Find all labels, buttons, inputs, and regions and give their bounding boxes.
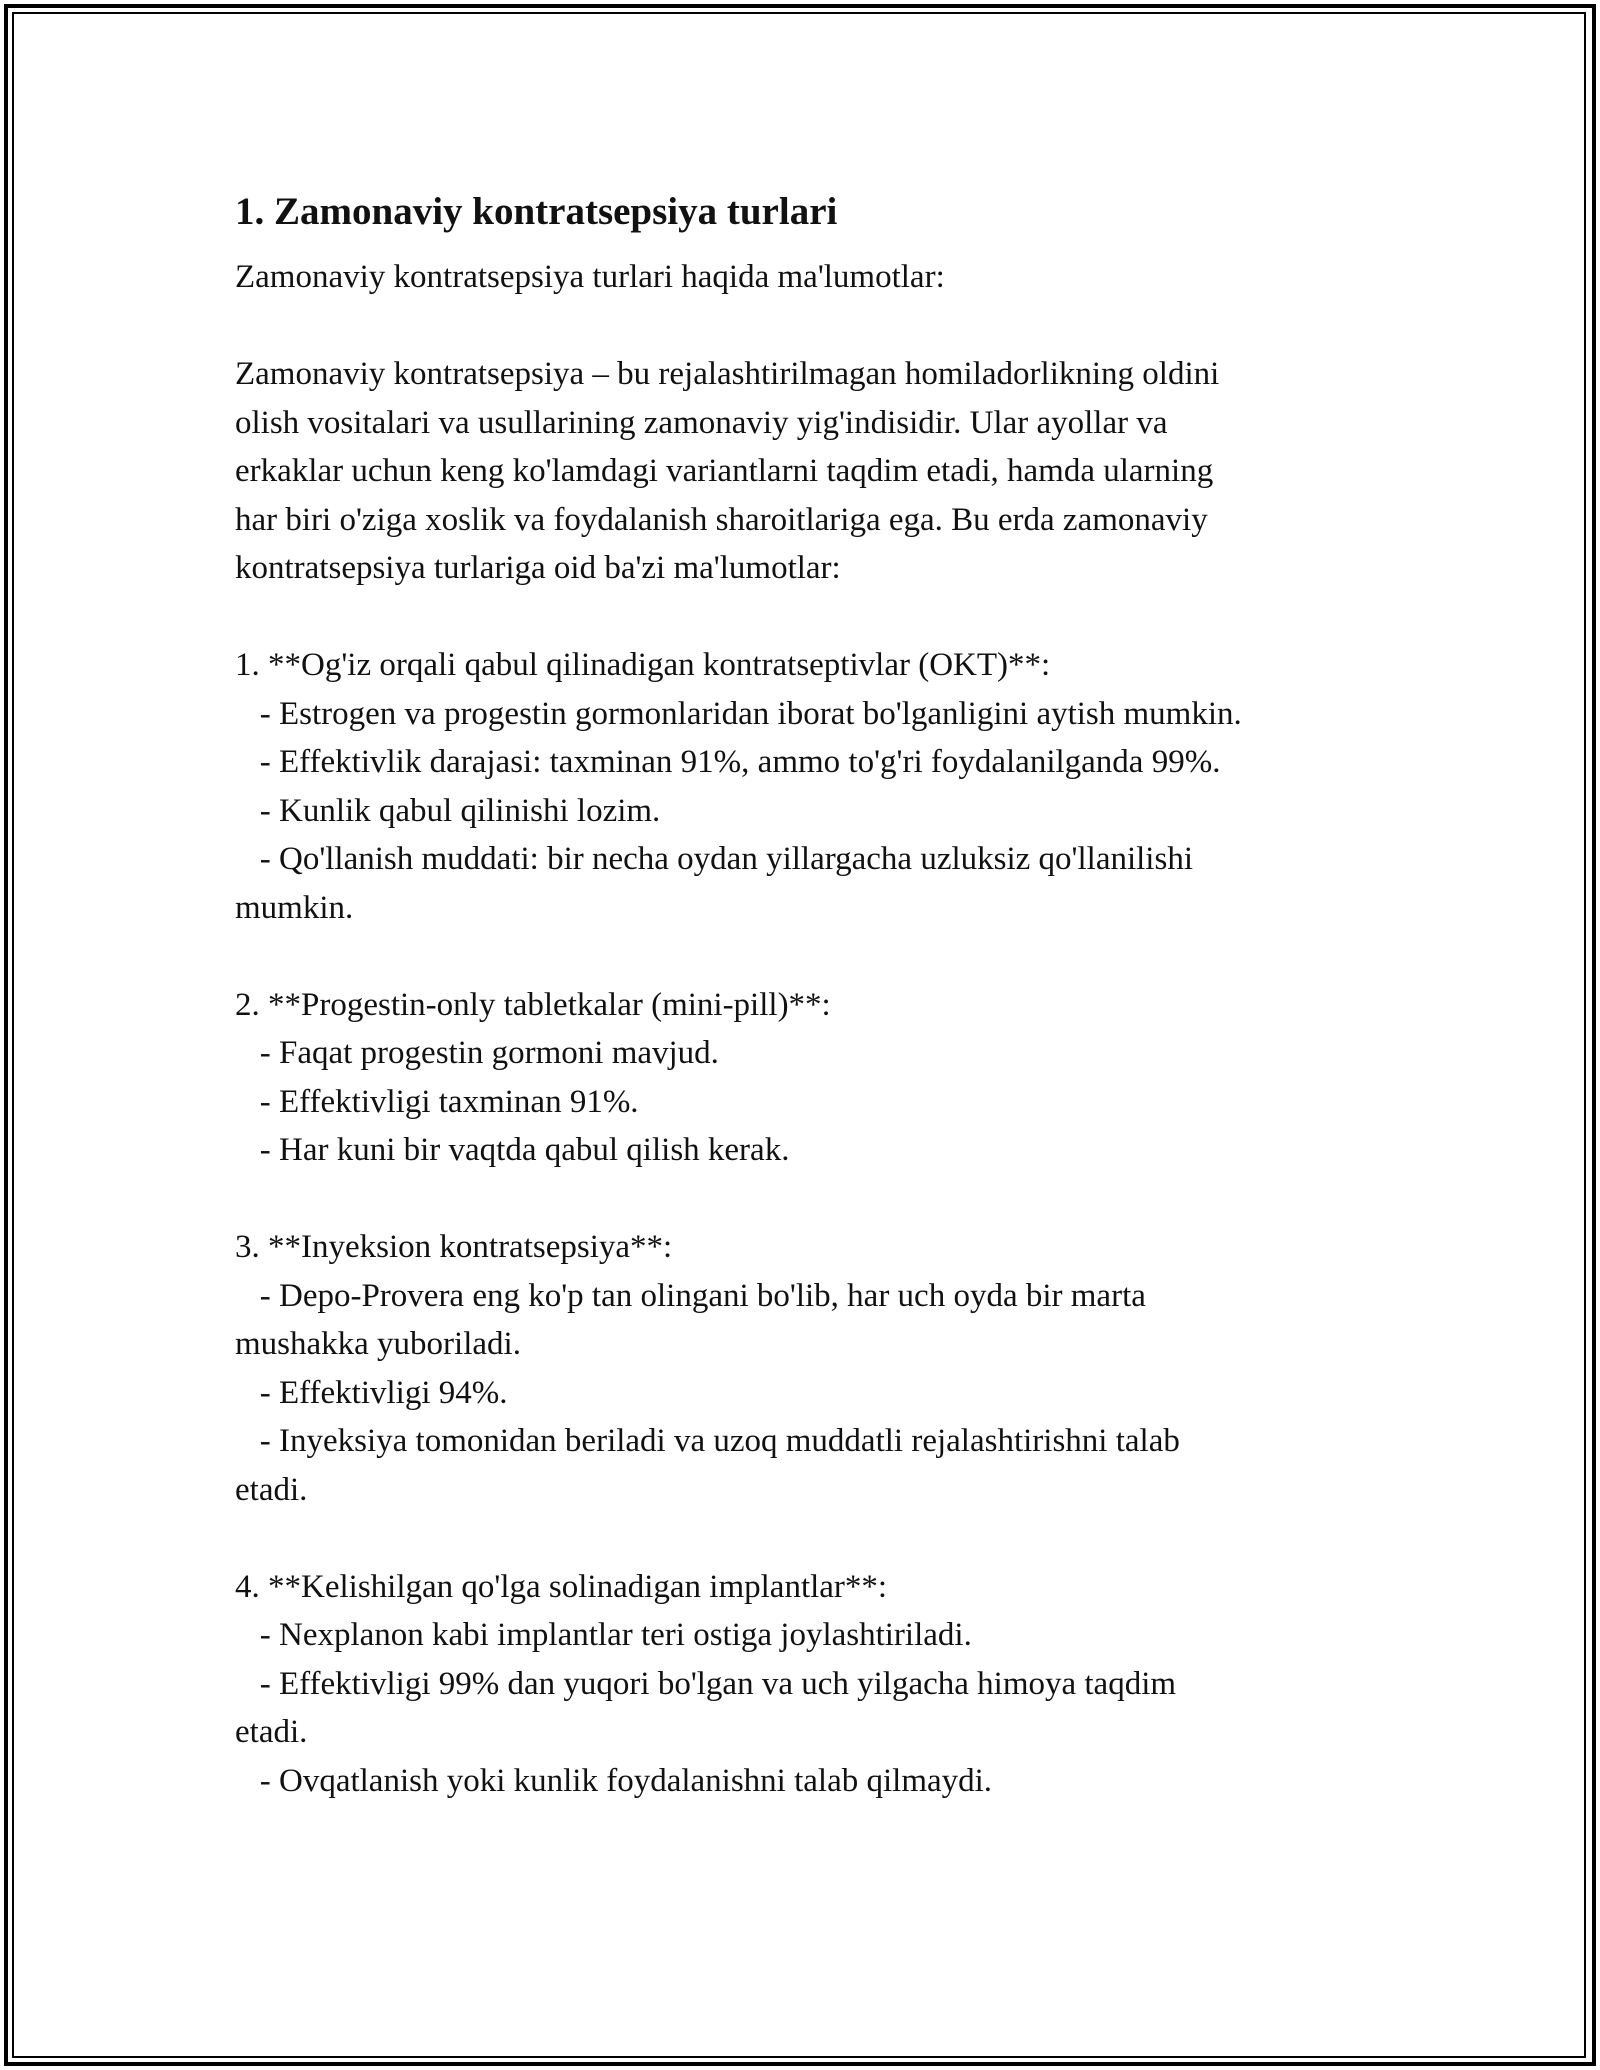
section-line: etadi.: [235, 1714, 308, 1750]
description-line: kontratsepsiya turlariga oid ba'zi ma'lumotlar:: [235, 550, 841, 586]
section-heading: 3. **Inyeksion kontratsepsiya**:: [235, 1229, 673, 1265]
section-line: - Estrogen va progestin gormonlaridan iborat bo'lganligini aytish mumkin.: [235, 695, 1242, 732]
description-line: har biri o'ziga xoslik va foydalanish sharoitlariga ega. Bu erda zamonaviy: [235, 501, 1208, 538]
description-line: olish vositalari va usullarining zamonaviy yig'indisidir. Ular ayollar va: [235, 404, 1168, 441]
paragraph-gap: [235, 302, 1365, 351]
section-mini-pill: [235, 981, 1365, 1175]
paragraph-gap: [235, 1514, 1365, 1563]
paragraph-gap: [235, 932, 1365, 981]
section-line: etadi.: [235, 1471, 308, 1508]
section-line: - Qo'llanish muddati: bir necha oydan yillargacha uzluksiz qo'llanilishi: [235, 841, 1193, 877]
section-line: - Effektivligi 99% dan yuqori bo'lgan va uch yilgacha himoya taqdim: [235, 1665, 1177, 1702]
paragraph-gap: [235, 593, 1365, 642]
section-line: - Effektivlik darajasi: taxminan 91%, ammo to'g'ri foydalanilganda 99%.: [235, 744, 1221, 780]
section-oral-contraceptives: [235, 641, 1365, 932]
description-line: erkaklar uchun keng ko'lamdagi variantlarni taqdim etadi, hamda ularning: [235, 453, 1214, 489]
section-line: - Ovqatlanish yoki kunlik foydalanishni talab qilmaydi.: [235, 1762, 993, 1799]
section-line: - Inyeksiya tomonidan beriladi va uzoq muddatli rejalashtirishni talab: [235, 1423, 1180, 1459]
section-implants: [235, 1563, 1365, 1806]
section-heading: 2. **Progestin-only tabletkalar (mini-pill)**:: [235, 986, 831, 1023]
section-line: mushakka yuboriladi.: [235, 1326, 521, 1362]
section-heading: 4. **Kelishilgan qo'lga solinadigan implantlar**:: [235, 1568, 888, 1605]
section-line: - Effektivligi 94%.: [235, 1374, 508, 1411]
section-line: - Faqat progestin gormoni mavjud.: [235, 1035, 719, 1071]
description-line: Zamonaviy kontratsepsiya – bu rejalashtirilmagan homiladorlikning oldini: [235, 356, 1220, 392]
paragraph-gap: [235, 1175, 1365, 1224]
section-line: - Kunlik qabul qilinishi lozim.: [235, 792, 661, 829]
description-paragraph: [235, 350, 1365, 593]
section-line: - Effektivligi taxminan 91%.: [235, 1083, 639, 1120]
section-heading: 1. **Og'iz orqali qabul qilinadigan kontratseptivlar (OKT)**:: [235, 647, 1051, 683]
section-line: mumkin.: [235, 889, 354, 926]
section-injection: [235, 1223, 1365, 1514]
section-line: - Har kuni bir vaqtda qabul qilish kerak.: [235, 1132, 790, 1168]
section-line: - Nexplanon kabi implantlar teri ostiga joylashtiriladi.: [235, 1617, 972, 1653]
intro-text: Zamonaviy kontratsepsiya turlari haqida ma'lumotlar:: [235, 259, 945, 295]
document-title: 1. Zamonaviy kontratsepsiya turlari: [235, 190, 838, 233]
document-page: [235, 185, 1365, 1805]
section-line: - Depo-Provera eng ko'p tan olingani bo'lib, har uch oyda bir marta: [235, 1277, 1146, 1314]
